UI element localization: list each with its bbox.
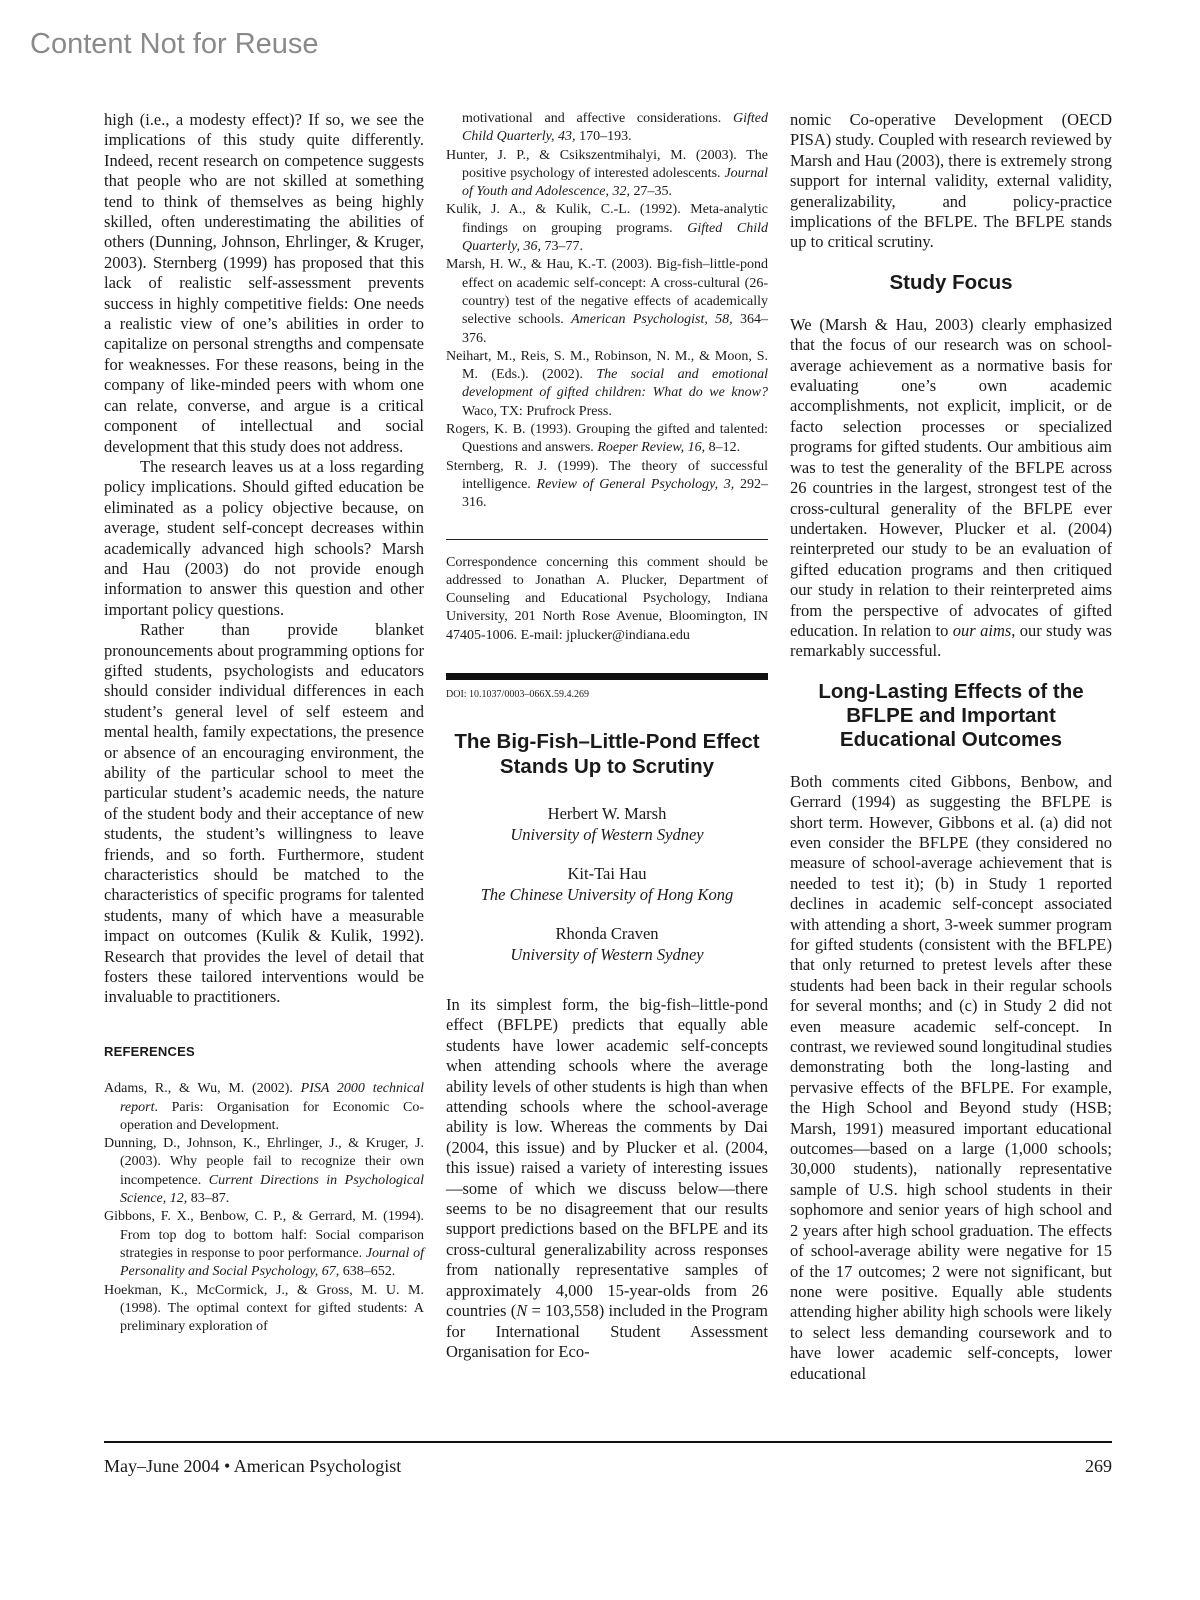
- column-1: [104, 110, 424, 1336]
- reference-item: Rogers, K. B. (1993). Grouping the gifted and talented: Questions and answers. Roeper Review, 16, 8–12.: [446, 422, 768, 456]
- paragraph: The research leaves us at a loss regarding policy implications. Should gifted education be eliminated as a policy objective because, on average, student self-concept decreases within academically advanced high schools? Marsh and Hau (2003) do not provide enough information to answer this question and other important policy questions.: [104, 456, 424, 619]
- watermark: Content Not for Reuse: [30, 28, 319, 60]
- paragraph: high (i.e., a modesty effect)? If so, we see the implications of this study quite differently. Indeed, recent research on competence suggests that people who are not skilled at something tend to think of themselves as being highly skilled, often underestimating the abilities of others (Dunning, Johnson, Ehrlinger, & Kruger, 2003). Sternberg (1999) has proposed that this lack of realistic self-assessment prevents success in highly competitive fields: One needs a realistic view of one’s abilities in order to capitalize on personal strengths and compensate for weaknesses. For these reasons, being in the company of like-minded peers with whom one can relate, converse, and argue is a critical component of intellectual and social development that this study does not address.: [104, 110, 424, 456]
- reference-item: Kulik, J. A., & Kulik, C.-L. (1992). Meta-analytic findings on grouping programs. Gifted Child Quarterly, 36, 73–77.: [446, 202, 768, 255]
- section-heading: Long-Lasting Effects of the BFLPE and Important Educational Outcomes: [818, 679, 1084, 751]
- paragraph: nomic Co-operative Development (OECD PISA) study. Coupled with research reviewed by Marsh and Hau (2003), there is extremely strong support for internal validity, external validity, generalizability, and policy-practice implications of the BFLPE. The BFLPE stands up to critical scrutiny.: [790, 110, 1112, 252]
- divider: [446, 539, 768, 540]
- author-affiliation: The Chinese University of Hong Kong: [480, 885, 734, 905]
- correspondence-note: Correspondence concerning this comment should be addressed to Jonathan A. Plucker, Department of Counseling and Educational Psychology, Indiana University, 201 North Rose Avenue, Bloomington, IN 47405-1006. E-mail: jplucker@indiana.edu: [446, 554, 768, 643]
- paragraph: We (Marsh & Hau, 2003) clearly emphasized that the focus of our research was on school-average achievement as a normative basis for evaluating one’s own academic accomplishments, not explicit, implicit, or de facto selection processes or specialized programs for gifted students. Our ambitious aim was to test the generality of the BFLPE across 26 countries in the largest, strongest test of the cross-cultural generality of the BFLPE ever undertaken. However, Plucker et al. (2004) reinterpreted our study to be an evaluation of gifted education programs and then critiqued our study in relation to their reinterpreted aims from the perspective of advocates of gifted education. In relation to our aims, our study was remarkably successful.: [790, 314, 1112, 661]
- article-divider: [446, 673, 768, 680]
- paragraph: In its simplest form, the big-fish–little-pond effect (BFLPE) predicts that equally able students have lower academic self-concepts when attending schools where the average ability levels of other students is high than when attending schools where the school-average ability is low. Whereas the comments by Dai (2004, this issue) and by Plucker et al. (2004, this issue) raised a variety of interesting issues—some of which we discuss below—there seems to be no disagreement that our results support predictions based on the BFLPE and its cross-cultural generalizability across responses from nationally representative samples of approximately 4,000 15-year-olds from 26 countries (N = 103,558) included in the Program for International Student Assessment Organisation for Eco-: [446, 995, 768, 1361]
- column-3: [790, 110, 1112, 1384]
- author-name: Herbert W. Marsh: [547, 804, 667, 824]
- article-title: The Big-Fish–Little-Pond Effect Stands Up to Scrutiny: [454, 730, 760, 779]
- reference-item: Hunter, J. P., & Csikszentmihalyi, M. (2003). The positive psychology of interested adolescents. Journal of Youth and Adolescence, 32, 27–35.: [446, 147, 768, 200]
- paragraph: Both comments cited Gibbons, Benbow, and Gerrard (1994) as suggesting the BFLPE is short term. However, Gibbons et al. (a) did not even consider the BFLPE (they considered no measure of school-average achievement that is needed to test it); (b) in Study 1 reported declines in academic self-concept associated with attending a short, 3-week summer program for gifted students (consistent with the BFLPE) that only returned to pretest levels after these students had been back in their regular schools for several months; and (c) in Study 2 did not even measure academic self-concept. In contrast, we reviewed sound longitudinal studies demonstrating both the long-lasting and pervasive effects of the BFLPE. For example, the High School and Beyond study (HSB; Marsh, 1991) measured important educational outcomes—based on a large (1,000 schools; 30,000 students), nationally representative sample of U.S. high school students in their sophomore and senior years of high school and 2 years after high school graduation. The effects of school-average ability were negative for 15 of the 17 outcomes; 2 were not significant, but none were positive. Equally able students attending higher ability high schools were likely to select less demanding coursework and to have lower academic self-concepts, lower educational: [790, 771, 1112, 1383]
- reference-item: Dunning, D., Johnson, K., Ehrlinger, J., & Kruger, J. (2003). Why people fail to recognize their own incompetence. Current Directions in Psychological Science, 12, 83–87.: [104, 1136, 424, 1207]
- reference-item: Sternberg, R. J. (1999). The theory of successful intelligence. Review of General Psychology, 3, 292–316.: [446, 458, 769, 511]
- paragraph: Rather than provide blanket pronouncements about programming options for gifted students, psychologists and educators should consider individual differences in each student’s general level of self esteem and mental health, family expectations, the presence or absence of an encouraging environment, the ability of the particular school to meet the particular student’s academic needs, the nature of the student body and their acceptance of new students, the student’s willingness to leave friends, and so forth. Furthermore, student characteristics should be matched to the characteristics of specific programs for talented students, many of which have a measurable impact on outcomes (Kulik & Kulik, 1992). Research that provides the level of detail that fosters these tailored interventions would be invaluable to practitioners.: [104, 620, 424, 1007]
- column-2: [446, 110, 768, 1362]
- author-affiliation: University of Western Sydney: [510, 825, 704, 845]
- reference-item: Adams, R., & Wu, M. (2002). PISA 2000 technical report. Paris: Organisation for Economic Co-operation and Development.: [104, 1081, 425, 1133]
- reference-item: Gibbons, F. X., Benbow, C. P., & Gerrard, M. (1994). From top dog to bottom half: Social comparison strategies in response to poor performance. Journal of Personality and Social Psychology, 67, 638–652.: [104, 1209, 424, 1280]
- page-footer: [104, 1441, 1112, 1476]
- reference-item: Neihart, M., Reis, S. M., Robinson, N. M., & Moon, S. M. (Eds.). (2002). The social and emotional development of gifted children: What do we know? Waco, TX: Prufrock Press.: [446, 348, 768, 419]
- page-number: 269: [1085, 1456, 1112, 1476]
- author-affiliation: University of Western Sydney: [510, 945, 704, 965]
- references-heading: REFERENCES: [104, 1043, 195, 1059]
- reference-item: Hoekman, K., McCormick, J., & Gross, M. U. M. (1998). The optimal context for gifted students: A preliminary exploration of: [104, 1282, 424, 1335]
- reference-item: Marsh, H. W., & Hau, K.-T. (2003). Big-fish–little-pond effect on academic self-concept: A cross-cultural (26-country) test of the negative effects of academically selective schools. American Psychologist, 58, 364–376.: [446, 257, 768, 346]
- doi: DOI: 10.1037/0003–066X.59.4.269: [446, 689, 590, 701]
- journal-info: May–June 2004 • American Psychologist: [104, 1456, 402, 1476]
- reference-item-continued: motivational and affective considerations. Gifted Child Quarterly, 43, 170–193.: [462, 111, 768, 145]
- author-name: Kit-Tai Hau: [567, 864, 647, 884]
- author-name: Rhonda Craven: [555, 924, 659, 944]
- section-heading: Study Focus: [889, 270, 1013, 294]
